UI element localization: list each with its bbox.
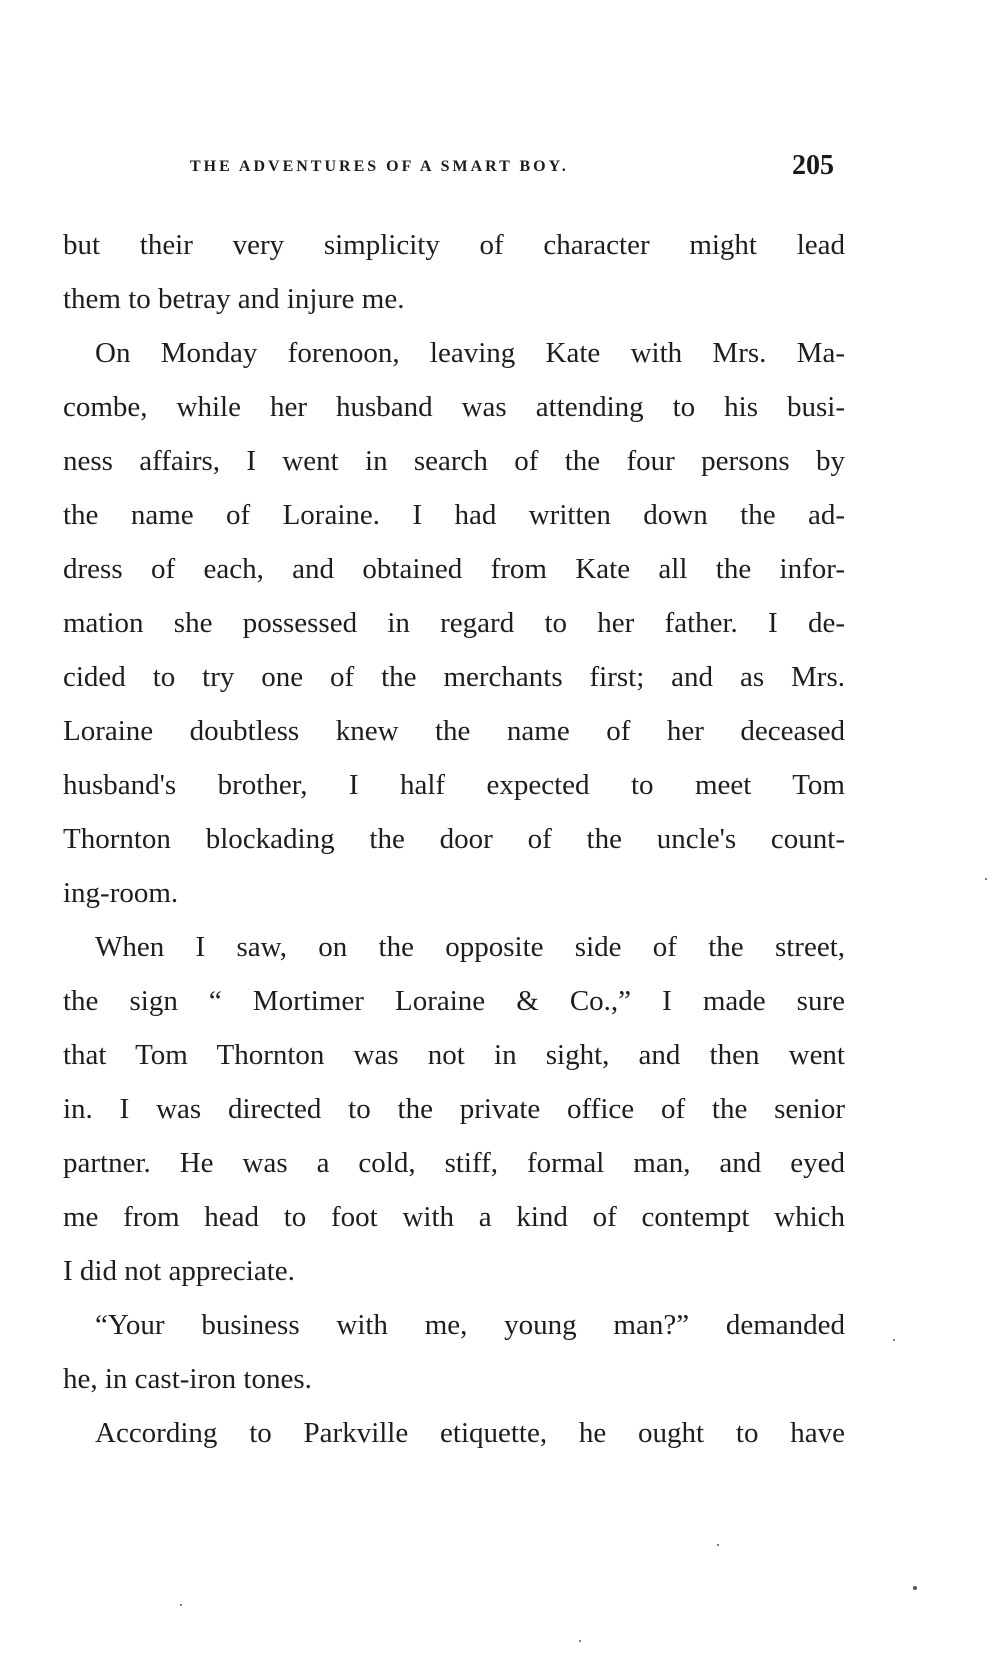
text-line: me from head to foot with a kind of contempt which bbox=[63, 1201, 845, 1233]
text-line: Thornton blockading the door of the uncle's count- bbox=[63, 823, 845, 855]
text-line: mation she possessed in regard to her father. I de- bbox=[63, 607, 845, 639]
text-line: the sign “ Mortimer Loraine & Co.,” I made sure bbox=[63, 985, 845, 1017]
text-line: in. I was directed to the private office of the senior bbox=[63, 1093, 845, 1125]
text-line: Loraine doubtless knew the name of her deceased bbox=[63, 715, 845, 747]
text-line: them to betray and injure me. bbox=[63, 283, 405, 315]
text-line: the name of Loraine. I had written down the ad- bbox=[63, 499, 845, 531]
text-line: ing-room. bbox=[63, 877, 179, 909]
text-line: husband's brother, I half expected to meet Tom bbox=[63, 769, 845, 801]
body-text bbox=[63, 223, 845, 1465]
scan-speck bbox=[913, 1586, 917, 1590]
text-line: but their very simplicity of character might lead bbox=[63, 229, 845, 261]
text-line: he, in cast-iron tones. bbox=[63, 1363, 312, 1395]
page-number: 205 bbox=[792, 150, 834, 181]
running-head: THE ADVENTURES OF A SMART BOY. bbox=[190, 158, 569, 175]
text-line: I did not appreciate. bbox=[63, 1255, 295, 1287]
text-line: cided to try one of the merchants first; and as Mrs. bbox=[63, 661, 845, 693]
text-line: When I saw, on the opposite side of the street, bbox=[95, 931, 845, 963]
scan-speck bbox=[893, 1339, 895, 1341]
scan-speck bbox=[579, 1640, 581, 1642]
scan-speck bbox=[985, 878, 987, 880]
text-line: partner. He was a cold, stiff, formal man, and eyed bbox=[63, 1147, 845, 1179]
text-line: combe, while her husband was attending to his busi- bbox=[63, 391, 845, 423]
text-line: On Monday forenoon, leaving Kate with Mrs. Ma- bbox=[95, 337, 845, 369]
text-line: that Tom Thornton was not in sight, and then went bbox=[63, 1039, 845, 1071]
text-line: “Your business with me, young man?” demanded bbox=[95, 1309, 845, 1341]
scan-speck bbox=[717, 1544, 719, 1546]
text-line: According to Parkville etiquette, he ought to have bbox=[95, 1417, 845, 1449]
text-line: dress of each, and obtained from Kate all the infor- bbox=[63, 553, 845, 585]
text-line: ness affairs, I went in search of the four persons by bbox=[63, 445, 845, 477]
scan-speck bbox=[180, 1604, 182, 1606]
